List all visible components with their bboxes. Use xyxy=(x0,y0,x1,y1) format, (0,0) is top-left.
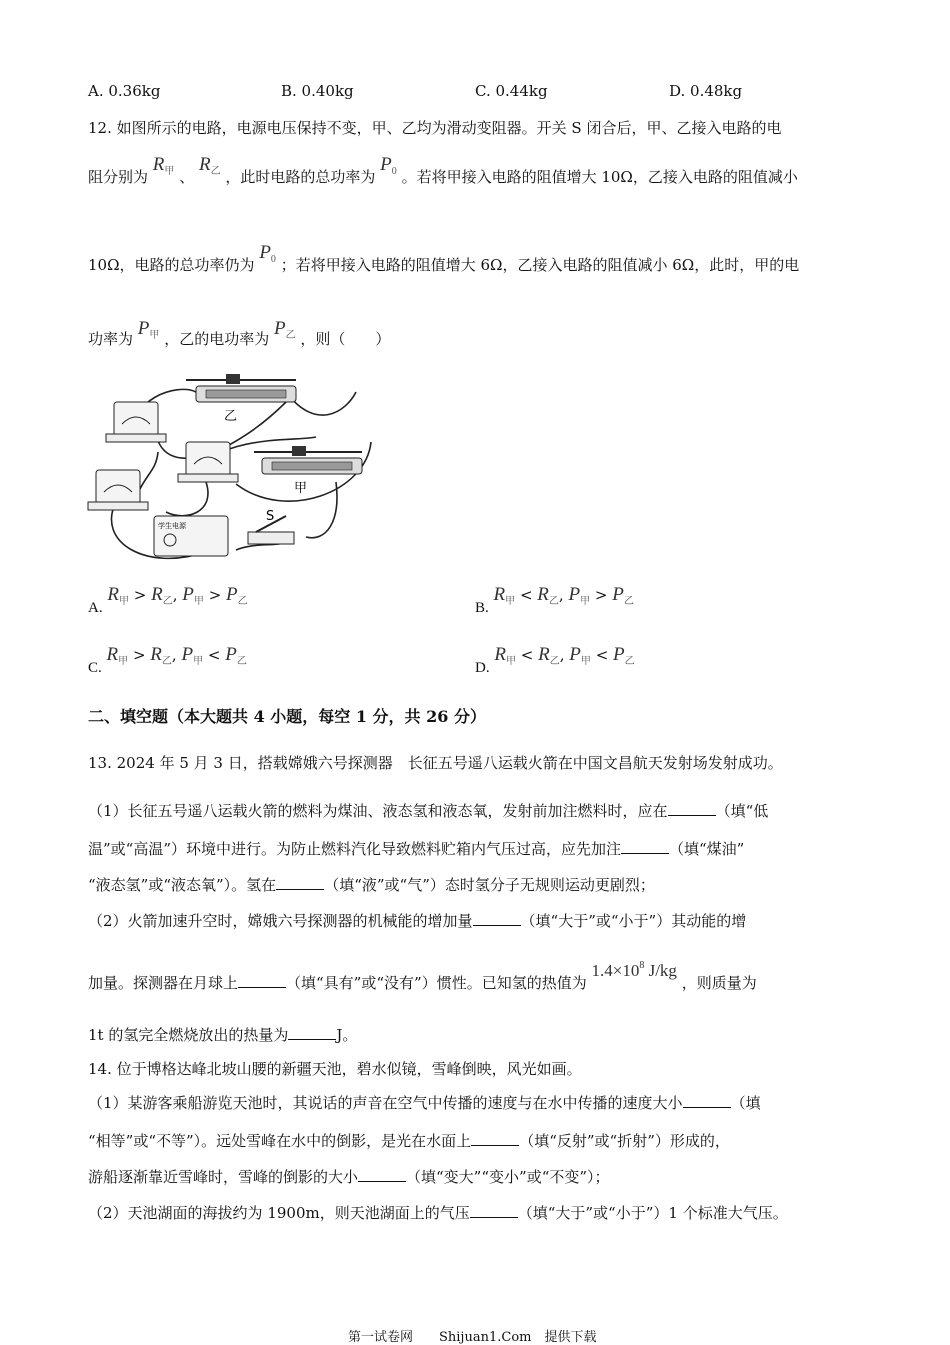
q11-option-a: A. 0.36kg xyxy=(88,82,161,100)
circuit-diagram xyxy=(86,372,382,568)
q13-part2-line1: （2）火箭加速升空时，嫦娥六号探测器的机械能的增加量 （填“大于”或“小于”）其动能的增 xyxy=(88,912,747,930)
q12-text: ，此时电路的总功率为 xyxy=(225,168,376,186)
symbol-r-yi: $R_乙$ xyxy=(198,154,221,177)
q12-text: 10Ω，电路的总功率仍为 xyxy=(88,256,255,274)
option-letter: B. xyxy=(475,600,489,616)
option-letter: D. xyxy=(475,660,490,676)
label-jia: 甲 xyxy=(294,481,308,496)
q11-option-d: D. 0.48kg xyxy=(669,82,743,100)
rheostat-yi xyxy=(186,374,296,402)
q12-option-b: B. $R_甲 < R_乙$, $P_甲 > P_乙$ xyxy=(475,584,634,616)
answer-blank xyxy=(471,1133,519,1146)
answer-blank xyxy=(358,1169,406,1182)
q13-part2-line3: 1t 的氢完全燃烧放出的热量为 J。 xyxy=(88,1026,358,1044)
answer-blank xyxy=(668,803,716,816)
option-letter: A. xyxy=(88,600,103,616)
heat-value-formula: $1.4\times 10^8$ J/kg xyxy=(591,960,677,980)
q12-text: 阻分别为 xyxy=(88,168,149,186)
q13-part1-line2: 温”或“高温”）环境中进行。为防止燃料汽化导致燃料贮箱内气压过高，应先加注 （填“煤油” xyxy=(88,840,745,858)
section-heading: 二、填空题（本大题共 4 小题，每空 1 分，共 26 分） xyxy=(88,707,486,726)
q13-part2-line2: 加量。探测器在月球上 （填“具有”或“没有”）惯性。已知氢的热值为 $1.4\times 10^8$ J/kg ，则质量为 xyxy=(88,960,757,992)
option-letter: C. xyxy=(88,660,102,676)
label-s: S xyxy=(266,509,275,524)
symbol-p-jia: $P_甲$ xyxy=(137,318,160,341)
q13-part1-line1: （1）长征五号遥八运载火箭的燃料为煤油、液态氢和液态氧，发射前加注燃料时，应在 （填“低 xyxy=(88,802,769,820)
q14-part1-line3: 游船逐渐靠近雪峰时，雪峰的倒影的大小 （填“变大”“变小”或“不变”）； xyxy=(88,1168,610,1186)
q12-line2 xyxy=(88,154,798,189)
q12-text: ，则（ ） xyxy=(300,330,391,348)
q12-text: ，乙的电功率为 xyxy=(164,330,270,348)
q13-intro: 13. 2024 年 5 月 3 日，搭载嫦娥六号探测器 长征五号遥八运载火箭在中国文昌航天发射场发射成功。 xyxy=(88,754,783,772)
meter-2 xyxy=(178,442,238,482)
q12-text: ；若将甲接入电路的阻值增大 6Ω，乙接入电路的阻值减小 6Ω，此时，甲的电 xyxy=(280,256,800,274)
label-yi: 乙 xyxy=(224,409,238,424)
answer-blank xyxy=(288,1027,336,1040)
q14-part1-line2: “相等”或“不等”）。远处雪峰在水中的倒影，是光在水面上 （填“反射”或“折射”）形成的， xyxy=(88,1132,730,1150)
q12-option-c: C. $R_甲 > R_乙$, $P_甲 < P_乙$ xyxy=(88,644,247,676)
q13-part1-line3: “液态氢”或“液态氧”）。氢在 （填“液”或“气”）态时氢分子无规则运动更剧烈； xyxy=(88,876,655,894)
label-power: 学生电源 xyxy=(158,522,186,530)
q14-intro: 14. 位于博格达峰北坡山腰的新疆天池，碧水似镜，雪峰倒映，风光如画。 xyxy=(88,1060,582,1078)
answer-blank xyxy=(276,877,324,890)
symbol-p0: $P_0$ xyxy=(380,154,397,177)
q12-line4 xyxy=(88,318,391,351)
meter-1 xyxy=(106,402,166,442)
q12-option-a: A. $R_甲 > R_乙$, $P_甲 > P_乙$ xyxy=(88,584,248,616)
answer-blank xyxy=(621,841,669,854)
q12-line1: 12. 如图所示的电路，电源电压保持不变，甲、乙均为滑动变阻器。开关 S 闭合后，甲、乙接入电路的电 xyxy=(88,119,782,137)
answer-blank xyxy=(683,1095,731,1108)
page-footer: 第一试卷网 Shijuan1.Com 提供下载 xyxy=(348,1330,597,1345)
symbol-r-jia: $R_甲$ xyxy=(152,154,175,177)
q14-part2-line1: （2）天池湖面的海拔约为 1900m，则天池湖面上的气压 （填“大于”或“小于”）1 个标准大气压。 xyxy=(88,1204,788,1222)
q12-option-d: D. $R_甲 < R_乙$, $P_甲 < P_乙$ xyxy=(475,644,635,676)
rheostat-jia xyxy=(254,446,362,474)
symbol-p0: $P_0$ xyxy=(259,242,276,265)
answer-blank xyxy=(473,913,521,926)
answer-blank xyxy=(238,975,286,988)
symbol-p-yi: $P_乙$ xyxy=(273,318,296,341)
answer-blank xyxy=(470,1205,518,1218)
q14-part1-line1: （1）某游客乘船游览天池时，其说话的声音在空气中传播的速度与在水中传播的速度大小 （填 xyxy=(88,1094,761,1112)
q12-text: 功率为 xyxy=(88,330,134,348)
q12-text: 、 xyxy=(179,168,195,186)
meter-3 xyxy=(88,470,148,510)
q12-text: 。若将甲接入电路的阻值增大 10Ω，乙接入电路的阻值减小 xyxy=(401,168,798,186)
q11-option-b: B. 0.40kg xyxy=(281,82,354,100)
q12-line3 xyxy=(88,242,800,277)
q11-option-c: C. 0.44kg xyxy=(475,82,548,100)
